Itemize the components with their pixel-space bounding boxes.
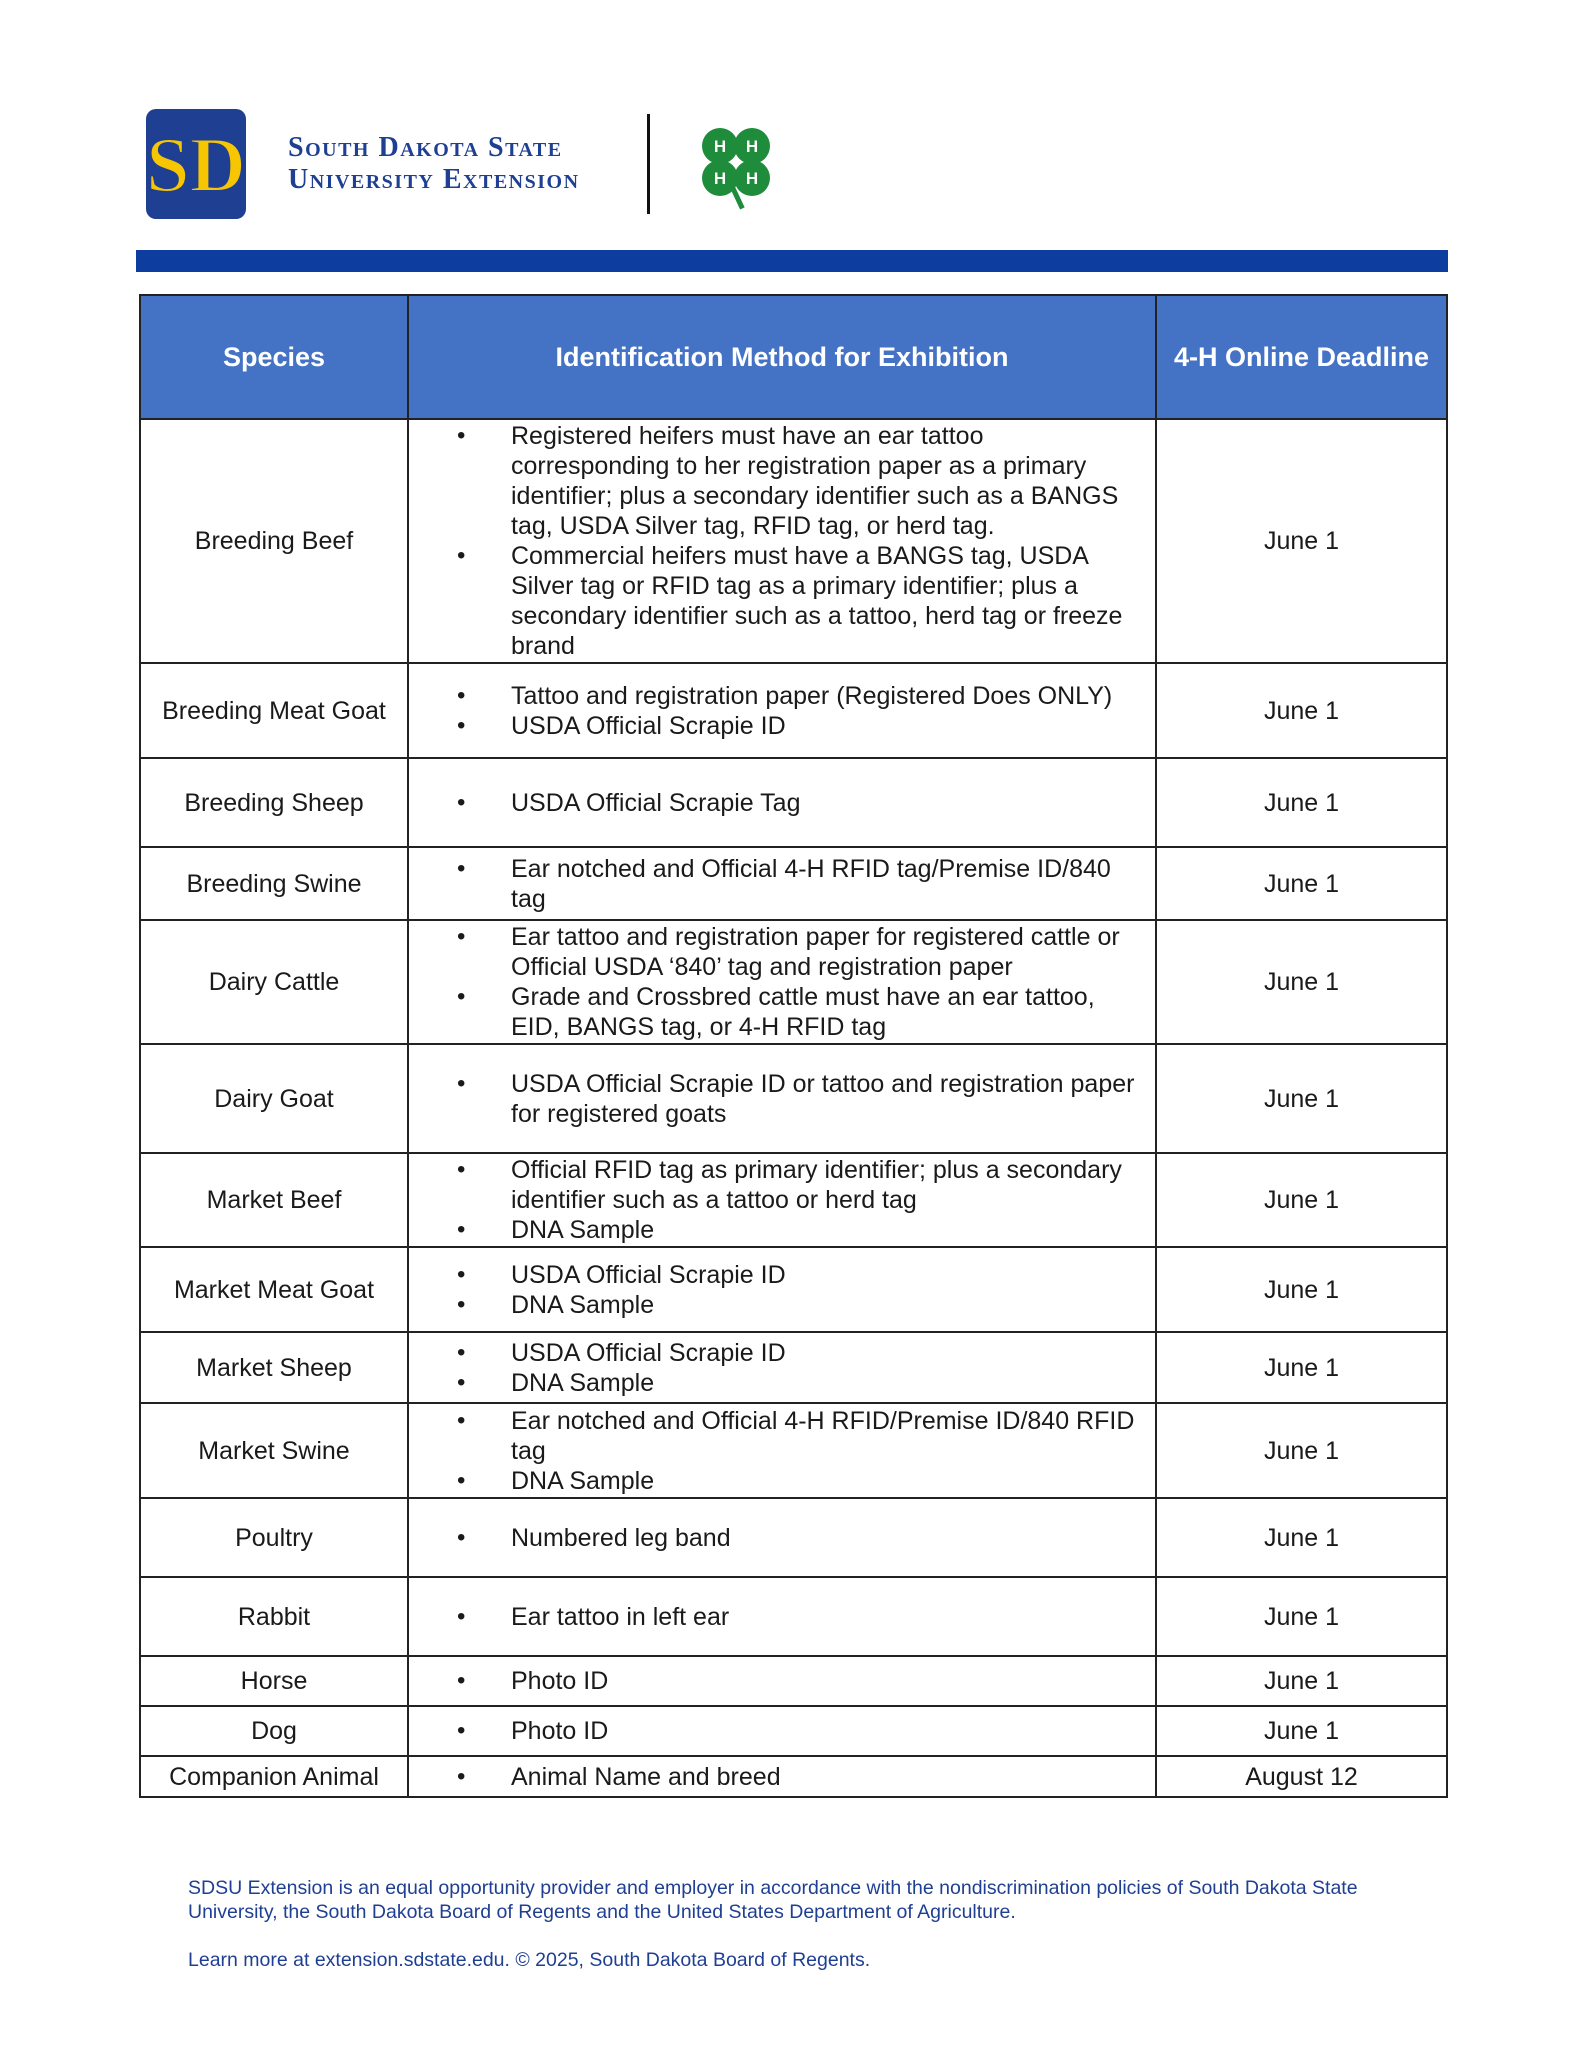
- header-divider: [647, 114, 650, 214]
- method-cell: [408, 663, 1156, 758]
- method-cell: [408, 1403, 1156, 1498]
- deadline-cell: June 1: [1156, 1656, 1447, 1706]
- deadline-cell: June 1: [1156, 847, 1447, 920]
- method-item: • USDA Official Scrapie ID: [449, 1260, 1135, 1290]
- table-row: [140, 1656, 1447, 1706]
- deadline-cell: June 1: [1156, 419, 1447, 663]
- deadline-cell: August 12: [1156, 1756, 1447, 1797]
- table-row: [140, 1706, 1447, 1756]
- method-list: [449, 1666, 1135, 1696]
- method-list: [449, 854, 1135, 914]
- table-row: [140, 1044, 1447, 1153]
- org-name-line1: South Dakota State: [288, 132, 563, 163]
- method-item: • Ear notched and Official 4-H RFID/Premise ID/840 RFID tag: [449, 1406, 1135, 1466]
- method-cell: [408, 1756, 1156, 1797]
- table-row: [140, 1498, 1447, 1577]
- method-item: • USDA Official Scrapie ID: [449, 711, 1135, 741]
- column-header-species: Species: [140, 295, 408, 419]
- species-cell: Dairy Goat: [140, 1044, 408, 1153]
- method-cell: [408, 758, 1156, 847]
- method-cell: [408, 1656, 1156, 1706]
- species-cell: Market Swine: [140, 1403, 408, 1498]
- table-body: [140, 419, 1447, 1797]
- method-item: • Ear tattoo in left ear: [449, 1602, 1135, 1632]
- deadline-cell: June 1: [1156, 1044, 1447, 1153]
- method-item: • USDA Official Scrapie ID or tattoo and registration paper for registered goats: [449, 1069, 1135, 1129]
- table-row: [140, 419, 1447, 663]
- method-item: • Registered heifers must have an ear tattoo corresponding to her registration paper as a primary identifier; plus a secondary identifier such as a BANGS tag, USDA Silver tag, RFID tag, or herd tag.: [449, 421, 1135, 541]
- svg-text:H: H: [745, 137, 759, 156]
- method-item: • Photo ID: [449, 1716, 1135, 1746]
- table-header-row: [140, 295, 1447, 419]
- table-row: [140, 1403, 1447, 1498]
- table-row: [140, 1756, 1447, 1797]
- method-list: [449, 788, 1135, 818]
- table-row: [140, 847, 1447, 920]
- method-list: [449, 1406, 1135, 1496]
- table-row: [140, 1153, 1447, 1247]
- method-item: • DNA Sample: [449, 1290, 1135, 1320]
- method-item: • Ear tattoo and registration paper for registered cattle or Official USDA ‘840’ tag and registration paper: [449, 922, 1135, 982]
- species-cell: Poultry: [140, 1498, 408, 1577]
- method-cell: [408, 1577, 1156, 1656]
- method-cell: [408, 1044, 1156, 1153]
- method-item: • Animal Name and breed: [449, 1762, 1135, 1792]
- method-cell: [408, 1247, 1156, 1332]
- svg-text:H: H: [713, 169, 727, 188]
- method-list: [449, 1762, 1135, 1792]
- method-list: [449, 1338, 1135, 1398]
- table-row: [140, 758, 1447, 847]
- species-cell: Breeding Beef: [140, 419, 408, 663]
- table-row: [140, 1577, 1447, 1656]
- sdsu-logo: [140, 105, 252, 223]
- deadline-cell: June 1: [1156, 1577, 1447, 1656]
- method-item: • DNA Sample: [449, 1215, 1135, 1245]
- deadline-cell: June 1: [1156, 1153, 1447, 1247]
- table-row: [140, 663, 1447, 758]
- deadline-cell: June 1: [1156, 920, 1447, 1044]
- column-header-deadline: 4-H Online Deadline: [1156, 295, 1447, 419]
- method-item: • Numbered leg band: [449, 1523, 1135, 1553]
- species-cell: Companion Animal: [140, 1756, 408, 1797]
- species-cell: Dairy Cattle: [140, 920, 408, 1044]
- method-cell: [408, 1498, 1156, 1577]
- deadline-cell: June 1: [1156, 663, 1447, 758]
- method-item: • DNA Sample: [449, 1466, 1135, 1496]
- deadline-cell: June 1: [1156, 1403, 1447, 1498]
- method-item: • Tattoo and registration paper (Registered Does ONLY): [449, 681, 1135, 711]
- 4h-clover-icon: [690, 120, 782, 212]
- deadline-cell: June 1: [1156, 1498, 1447, 1577]
- deadline-cell: June 1: [1156, 1706, 1447, 1756]
- method-item: • Commercial heifers must have a BANGS tag, USDA Silver tag or RFID tag as a primary identifier; plus a secondary identifier such as a tattoo, herd tag or freeze brand: [449, 541, 1135, 661]
- method-cell: [408, 847, 1156, 920]
- method-cell: [408, 920, 1156, 1044]
- method-list: [449, 421, 1135, 661]
- species-cell: Breeding Swine: [140, 847, 408, 920]
- deadline-cell: June 1: [1156, 1332, 1447, 1403]
- method-cell: [408, 1332, 1156, 1403]
- table-row: [140, 1247, 1447, 1332]
- svg-text:H: H: [745, 169, 759, 188]
- method-list: [449, 1260, 1135, 1320]
- species-cell: Rabbit: [140, 1577, 408, 1656]
- method-list: [449, 922, 1135, 1042]
- method-item: • Photo ID: [449, 1666, 1135, 1696]
- species-cell: Market Meat Goat: [140, 1247, 408, 1332]
- method-item: • Ear notched and Official 4-H RFID tag/Premise ID/840 tag: [449, 854, 1135, 914]
- method-item: • Official RFID tag as primary identifier; plus a secondary identifier such as a tattoo or herd tag: [449, 1155, 1135, 1215]
- footer-learn-more: Learn more at extension.sdstate.edu. © 2025, South Dakota Board of Regents.: [188, 1949, 871, 1971]
- species-cell: Horse: [140, 1656, 408, 1706]
- table-row: [140, 920, 1447, 1044]
- method-item: • Grade and Crossbred cattle must have an ear tattoo, EID, BANGS tag, or 4-H RFID tag: [449, 982, 1135, 1042]
- species-cell: Market Sheep: [140, 1332, 408, 1403]
- species-cell: Breeding Meat Goat: [140, 663, 408, 758]
- method-cell: [408, 1153, 1156, 1247]
- method-list: [449, 1523, 1135, 1553]
- species-cell: Market Beef: [140, 1153, 408, 1247]
- column-header-method: Identification Method for Exhibition: [408, 295, 1156, 419]
- page-footer: [188, 1876, 1388, 1972]
- method-list: [449, 681, 1135, 741]
- method-list: [449, 1716, 1135, 1746]
- species-cell: Breeding Sheep: [140, 758, 408, 847]
- page-header: [140, 100, 1440, 230]
- method-list: [449, 1155, 1135, 1245]
- org-name-line2: University Extension: [288, 164, 580, 195]
- deadline-cell: June 1: [1156, 1247, 1447, 1332]
- svg-text:SD: SD: [146, 121, 246, 208]
- table-row: [140, 1332, 1447, 1403]
- header-rule: [136, 250, 1448, 272]
- footer-disclaimer: SDSU Extension is an equal opportunity provider and employer in accordance with the nondiscrimination policies of South Dakota State University, the South Dakota Board of Regents and the United States Department of Agriculture.: [188, 1877, 1358, 1923]
- method-item: • DNA Sample: [449, 1368, 1135, 1398]
- species-cell: Dog: [140, 1706, 408, 1756]
- method-list: [449, 1602, 1135, 1632]
- svg-text:H: H: [713, 137, 727, 156]
- method-list: [449, 1069, 1135, 1129]
- method-cell: [408, 419, 1156, 663]
- org-name: [288, 132, 580, 196]
- method-cell: [408, 1706, 1156, 1756]
- identification-table: [139, 294, 1448, 1798]
- method-item: • USDA Official Scrapie Tag: [449, 788, 1135, 818]
- method-item: • USDA Official Scrapie ID: [449, 1338, 1135, 1368]
- deadline-cell: June 1: [1156, 758, 1447, 847]
